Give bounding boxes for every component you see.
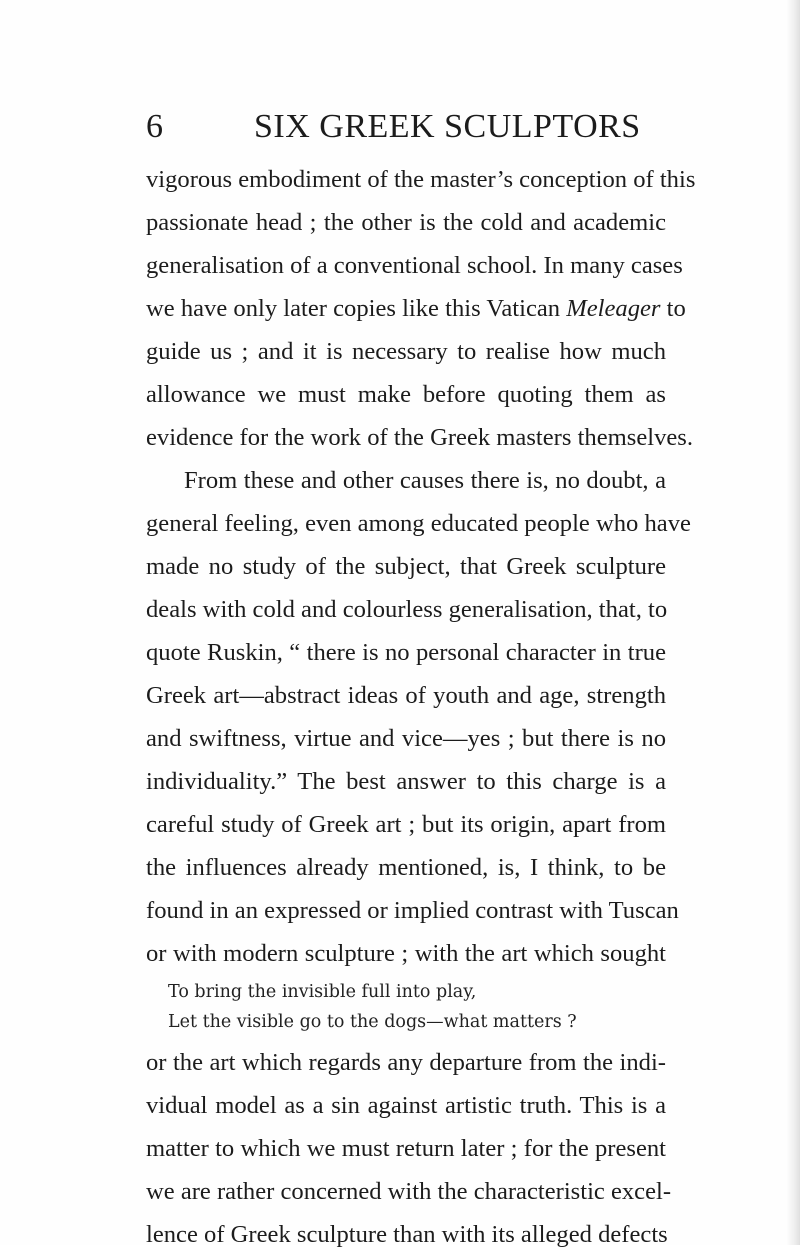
paragraph-3 <box>146 1041 672 1256</box>
paragraph-2 <box>146 459 691 975</box>
page-number: 6 <box>146 108 164 145</box>
text-line: found in an expressed or implied contrast with Tuscan <box>146 897 679 924</box>
running-title: SIX GREEK SCULPTORS <box>254 108 641 145</box>
quote-line: To bring the invisible full into play, <box>168 982 477 1002</box>
text-line: generalisation of a conventional school. In many cases <box>146 252 683 279</box>
text-line: Greek art—abstract ideas of youth and age, strength <box>146 682 666 709</box>
paragraph-1 <box>146 158 696 459</box>
text-line: guide us ; and it is necessary to realise how much <box>146 338 666 365</box>
text-line: From these and other causes there is, no doubt, a <box>184 467 666 494</box>
text-line: deals with cold and colourless generalisation, that, to <box>146 596 668 623</box>
text-line: passionate head ; the other is the cold and academic <box>146 209 666 236</box>
text-line: allowance we must make before quoting them as <box>146 381 666 408</box>
body-text <box>146 158 696 1256</box>
text-line: vidual model as a sin against artistic truth. This is a <box>146 1092 666 1119</box>
text-line: quote Ruskin, “ there is no personal character in true <box>146 639 666 666</box>
text-line: matter to which we must return later ; for the present <box>146 1135 666 1162</box>
text-line: general feeling, even among educated people who have <box>146 510 691 537</box>
text-line: the influences already mentioned, is, I think, to be <box>146 854 666 881</box>
text-line: and swiftness, virtue and vice—yes ; but there is no <box>146 725 666 752</box>
text-line: or the art which regards any departure from the indi- <box>146 1049 666 1076</box>
italic-title: Meleager <box>566 295 661 322</box>
verse-quotation <box>168 977 648 1037</box>
running-head <box>146 108 656 152</box>
text-line-with-italic <box>146 287 686 330</box>
text-line: or with modern sculpture ; with the art which sought <box>146 940 666 967</box>
page-edge-shadow <box>786 0 800 1245</box>
quote-line: Let the visible go to the dogs—what matters ? <box>168 1012 577 1032</box>
text-line: made no study of the subject, that Greek sculpture <box>146 553 666 580</box>
text-line: lence of Greek sculpture than with its alleged defects <box>146 1221 668 1248</box>
text-line: we are rather concerned with the characteristic excel- <box>146 1178 672 1205</box>
text-line: evidence for the work of the Greek masters themselves. <box>146 424 694 451</box>
text-line: careful study of Greek art ; but its origin, apart from <box>146 811 666 838</box>
text-line: vigorous embodiment of the master’s conception of this <box>146 166 696 193</box>
text-span: to <box>660 295 686 322</box>
text-line: individuality.” The best answer to this charge is a <box>146 768 666 795</box>
text-span: we have only later copies like this Vatican <box>146 295 561 322</box>
